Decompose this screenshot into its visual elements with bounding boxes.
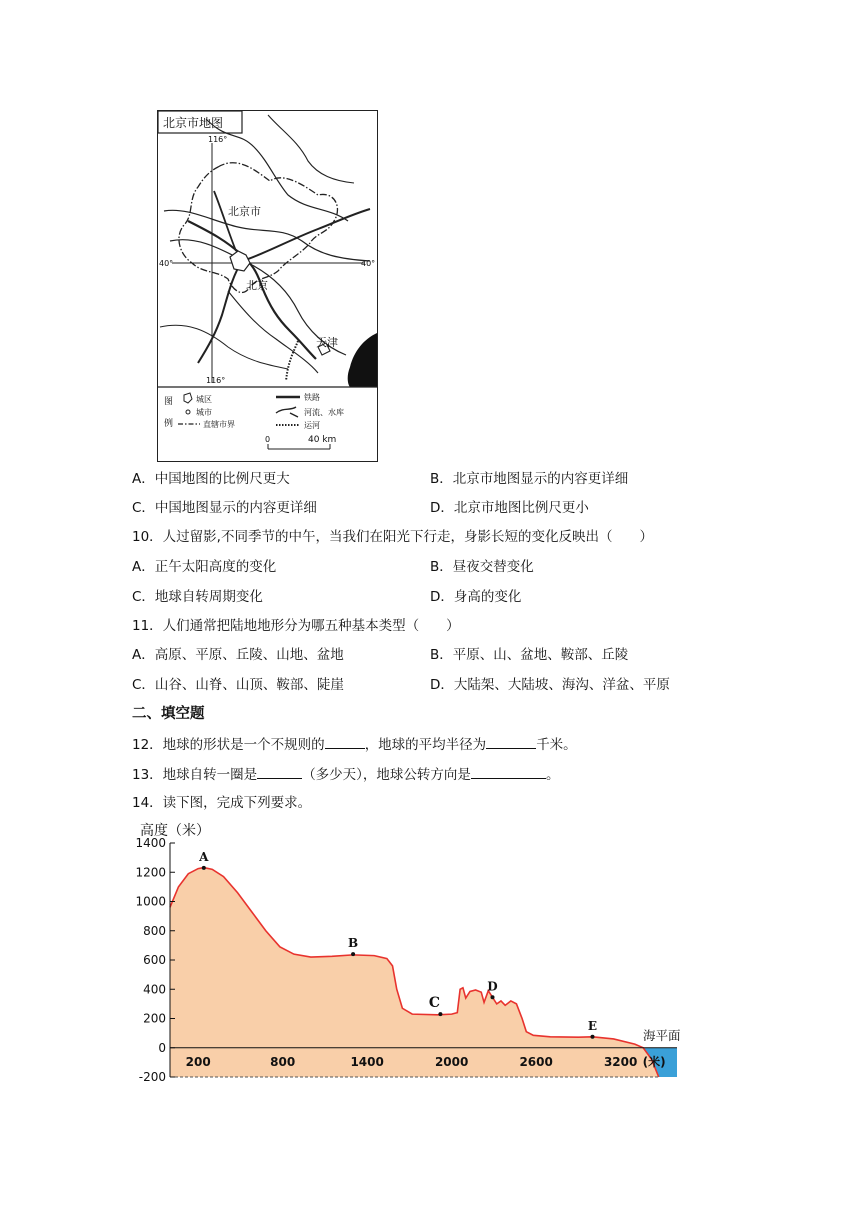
q13-part1: 13．地球自转一圈是	[132, 767, 258, 783]
x-tick-label: 2000	[434, 1054, 469, 1069]
river-3	[164, 210, 370, 261]
legend-railway: 铁路	[304, 393, 320, 402]
q10-option-a: A．正午太阳高度的变化	[132, 559, 277, 575]
beijing-map	[157, 110, 378, 462]
legend-boundary: 直辖市界	[203, 420, 235, 429]
x-tick-label: 2600	[519, 1054, 553, 1069]
point-c-dot	[438, 1012, 442, 1016]
q11-option-c: C．山谷、山脊、山顶、鞍部、陡崖	[132, 677, 344, 693]
legend-city: 城市	[196, 408, 212, 417]
q12-line	[132, 734, 577, 754]
point-a-label: A	[199, 849, 209, 864]
y-axis-title: 高度（米）	[140, 823, 210, 839]
river-2	[268, 115, 354, 183]
q11-option-a: A．高原、平原、丘陵、山地、盆地	[132, 647, 344, 663]
railway-2	[198, 261, 242, 363]
lat-left-label: 40°	[159, 259, 174, 268]
point-d-label: D	[487, 979, 498, 994]
point-c-label: C	[428, 995, 440, 1012]
urban-legend-icon	[184, 393, 192, 403]
legend-heading-2: 例	[164, 419, 174, 429]
q13-blank-1[interactable]	[257, 764, 302, 779]
scale-zero: 0	[265, 435, 271, 444]
sea-area	[348, 333, 377, 387]
label-tianjin: 天津	[316, 336, 338, 349]
river-5	[228, 291, 318, 373]
x-tick-label: 200	[185, 1054, 211, 1069]
q10-option-c: C．地球自转周期变化	[132, 589, 263, 605]
scale-value: 40 km	[308, 435, 337, 445]
x-tick-label: 1400	[350, 1054, 384, 1069]
q12-part2: ，地球的平均半径为	[364, 737, 487, 753]
section-heading: 二、填空题	[132, 706, 205, 722]
beijing-urban-area	[230, 251, 250, 271]
q13-line	[132, 764, 559, 784]
y-tick-label: 1200	[135, 865, 166, 880]
q12-blank-1[interactable]	[325, 734, 365, 749]
q12-part1: 12．地球的形状是一个不规则的	[132, 737, 325, 753]
label-beijing-municipality: 北京市	[228, 205, 261, 218]
y-tick-label: 400	[143, 982, 166, 997]
y-tick-label: 200	[143, 1011, 166, 1026]
lat-right-label: 40°	[361, 259, 376, 268]
legend-urban: 城区	[196, 395, 212, 404]
lon-bottom-label: 116°	[206, 376, 226, 385]
river-legend-icon	[276, 407, 298, 417]
point-d-dot	[491, 995, 495, 999]
q13-blank-2[interactable]	[471, 764, 546, 779]
q10-option-b: B．昼夜交替变化	[430, 559, 534, 575]
y-tick-label: 0	[158, 1040, 166, 1055]
q11-option-d: D．大陆架、大陆坡、海沟、洋盆、平原	[430, 677, 670, 693]
q13-part3: 。	[545, 767, 560, 783]
q11-stem: 11．人们通常把陆地地形分为哪五种基本类型（ ）	[132, 618, 460, 634]
q10-stem: 10．人过留影,不同季节的中午，当我们在阳光下行走，身影长短的变化反映出（ ）	[132, 529, 653, 545]
city-legend-icon	[186, 410, 190, 414]
q10-option-d: D．身高的变化	[430, 589, 522, 605]
point-b-dot	[351, 952, 355, 956]
q12-part3: 千米。	[536, 737, 577, 753]
q9-option-c: C．中国地图显示的内容更详细	[132, 500, 317, 516]
q11-option-b: B．平原、山、盆地、鞍部、丘陵	[430, 647, 629, 663]
q12-blank-2[interactable]	[486, 734, 536, 749]
map-title: 北京市地图	[163, 116, 224, 130]
beijing-map-drawing	[158, 111, 377, 461]
railway-3	[248, 209, 370, 259]
y-tick-label: 1000	[135, 894, 166, 909]
legend-river: 河流、水库	[304, 408, 344, 417]
terrain-area	[170, 868, 659, 1077]
q14-stem: 14．读下图，完成下列要求。	[132, 795, 312, 811]
q9-option-a: A．中国地图的比例尺更大	[132, 471, 290, 487]
x-tick-label: 800	[270, 1054, 296, 1069]
point-e-dot	[591, 1035, 595, 1039]
legend-canal: 运河	[304, 421, 320, 430]
legend-heading: 图	[164, 397, 174, 407]
x-axis-unit: (米)	[642, 1054, 666, 1069]
y-tick-label: -200	[138, 1070, 166, 1084]
lon-top-label: 116°	[208, 135, 228, 144]
y-tick-label: 1400	[135, 836, 166, 850]
q9-option-d: D．北京市地图比例尺更小	[430, 500, 589, 516]
x-tick-label: 3200	[603, 1054, 638, 1069]
elevation-profile-svg	[132, 815, 692, 1090]
point-b-label: B	[348, 936, 359, 951]
point-a-dot	[202, 866, 206, 870]
river-6	[160, 325, 288, 369]
sea-level-label: 海平面	[642, 1027, 681, 1043]
q13-part2: （多少天），地球公转方向是	[302, 767, 471, 783]
label-beijing-city: 北京	[246, 279, 268, 292]
elevation-profile-chart	[132, 815, 692, 1090]
y-tick-label: 800	[143, 923, 166, 938]
point-e-label: E	[587, 1018, 598, 1033]
q9-option-b: B．北京市地图显示的内容更详细	[430, 471, 629, 487]
y-tick-label: 600	[143, 953, 166, 967]
